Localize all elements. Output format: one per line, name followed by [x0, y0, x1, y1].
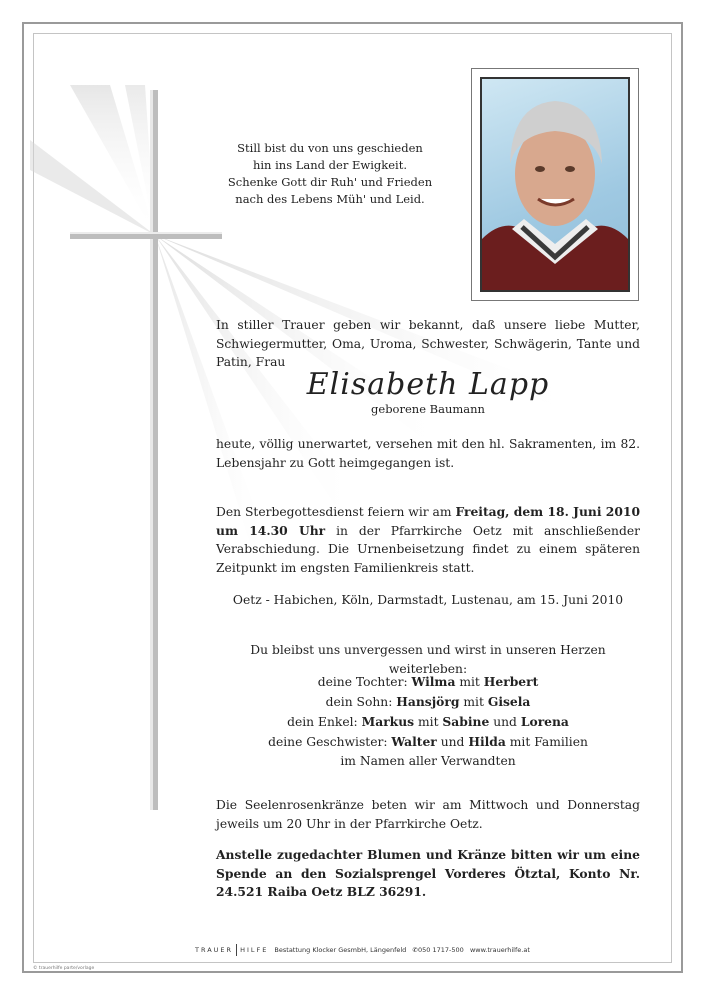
donation-text: Anstelle zugedachter Blumen und Kränze bitten wir um eine Spende an den Sozialsprengel Vorderes Ötztal, Konto Nr. 24.521 Raiba Oetz BLZ 36291. — [216, 847, 640, 899]
maiden-name: geborene Baumann — [371, 402, 485, 416]
portrait-frame — [471, 68, 639, 301]
announcement-text: In stiller Trauer geben wir bekannt, daß unsere liebe Mutter, Schwiegermutter, Oma, Uroma, Schwester, Schwägerin, Tante und Patin, Frau — [216, 318, 640, 369]
deceased-name: Elisabeth Lapp — [306, 367, 550, 402]
remembrance-text: Du bleibst uns unvergessen und wirst in unseren Herzen weiterleben: — [250, 643, 606, 676]
poem-line: Schenke Gott dir Ruh' und Frieden — [227, 175, 433, 189]
rosary-text: Die Seelenrosenkränze beten wir am Mittwoch und Donnerstag jeweils um 20 Uhr in der Pfarrkirche Oetz. — [216, 798, 640, 831]
family-line: im Namen aller Verwandten — [340, 754, 516, 768]
phone-icon: ✆ — [412, 946, 418, 954]
poem-line: hin ins Land der Ewigkeit. — [252, 158, 408, 172]
footer-divider — [236, 944, 237, 956]
service-rest: in der Pfarrkirche Oetz mit anschließender Verabschiedung. Die Urnenbeisetzung findet zu einem späteren Zeitpunkt im engsten Familienkreis statt. — [216, 523, 640, 575]
tiny-mark: © trauerhilfe parte/vorlage — [33, 966, 95, 971]
service-text — [216, 503, 640, 577]
passing-text: heute, völlig unerwartet, versehen mit den hl. Sakramenten, im 82. Lebensjahr zu Gott heimgegangen ist. — [216, 437, 640, 470]
footer — [195, 944, 530, 956]
footer-phone: 050 1717-500 — [417, 946, 464, 954]
poem-line: nach des Lebens Müh' und Leid. — [235, 192, 425, 206]
service-date: Freitag, dem 18. Juni 2010 um 14.30 Uhr — [216, 504, 641, 538]
portrait-photo — [480, 77, 630, 292]
service-intro: Den Sterbegottesdienst feiern wir am — [216, 505, 452, 519]
poem-line: Still bist du von uns geschieden — [237, 141, 423, 155]
footer-brand: TRAUER HILFE — [195, 946, 269, 954]
footer-web[interactable]: www.trauerhilfe.at — [469, 946, 530, 954]
poem — [225, 140, 435, 208]
footer-company: Bestattung Klocker GesmbH, Längenfeld — [274, 946, 407, 954]
family-line: deine Geschwister: Walter und Hilda mit Familien — [268, 734, 588, 749]
family-line: deine Tochter: Wilma mit Herbert — [317, 674, 539, 689]
family-list — [216, 672, 640, 771]
place-date: Oetz - Habichen, Köln, Darmstadt, Lustenau, am 15. Juni 2010 — [232, 593, 624, 607]
family-line: dein Enkel: Markus mit Sabine und Lorena — [287, 714, 569, 729]
family-line: dein Sohn: Hansjörg mit Gisela — [325, 694, 531, 709]
